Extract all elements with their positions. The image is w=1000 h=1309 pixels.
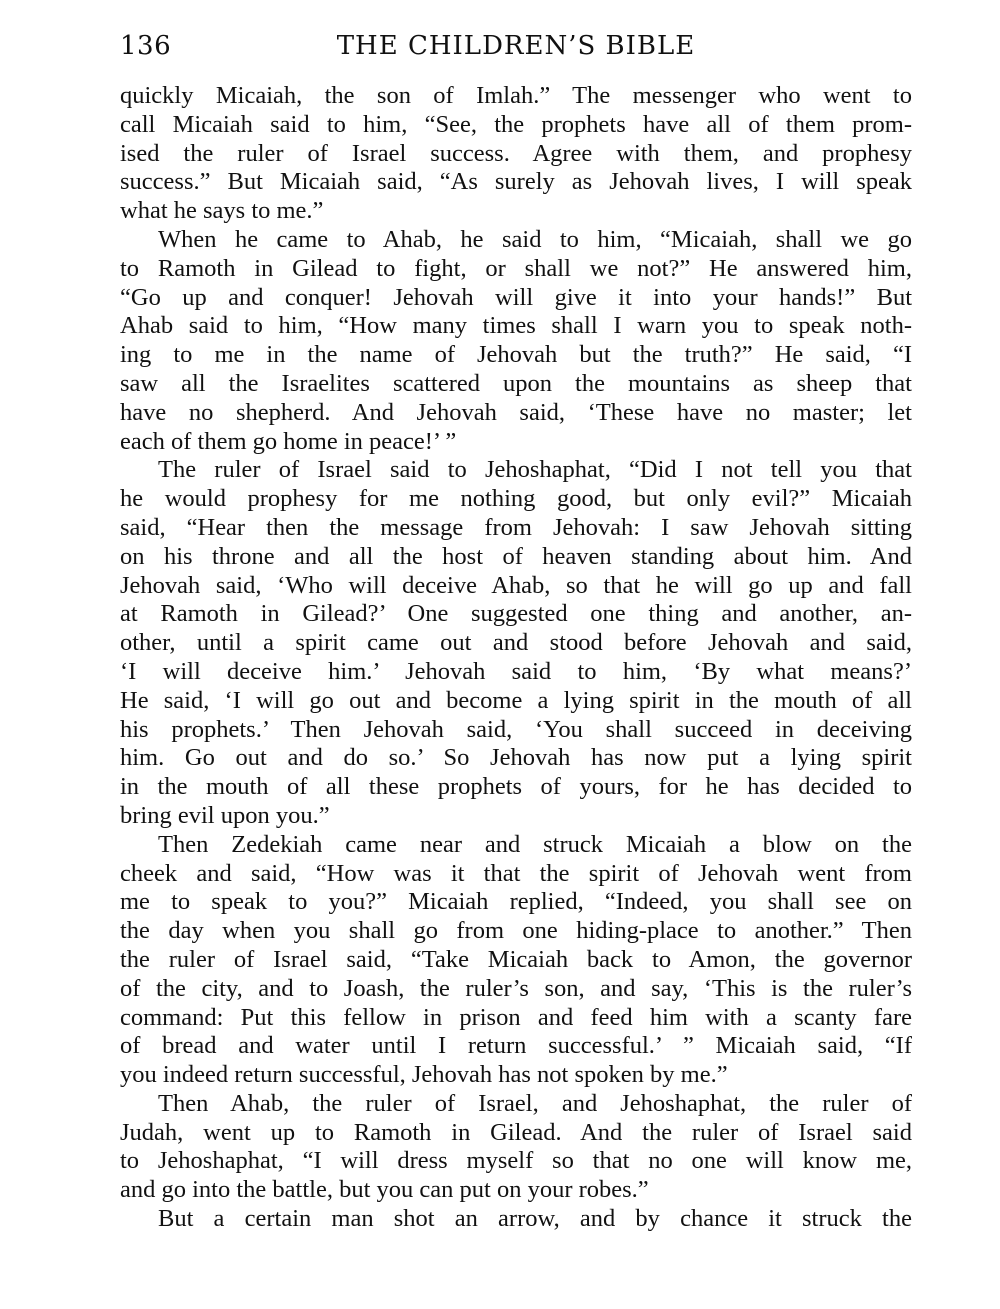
page-header [120,28,912,68]
text-line: success.” But Micaiah said, “As surely as Jehovah lives, I will speak [120,168,912,196]
text-line: The ruler of Israel said to Jehoshaphat, “Did I not tell you that [158,456,912,484]
paragraph [120,226,912,456]
text-line: command: Put this fellow in prison and feed him with a scanty fare [120,1003,912,1031]
text-line: he would prophesy for me nothing good, but only evil?” Micaiah [120,485,912,513]
running-title: THE CHILDREN’S BIBLE [336,31,696,61]
text-line: him. Go out and do so.’ So Jehovah has now put a lying spirit [120,744,912,772]
text-line: call Micaiah said to him, “See, the prophets have all of them prom- [120,110,912,138]
text-line: at Ramoth in Gilead?’ One suggested one thing and another, an- [120,600,912,628]
text-line: ‘I will deceive him.’ Jehovah said to him, ‘By what means?’ [120,657,912,685]
text-line: each of them go home in peace!’ ” [120,427,457,455]
text-line: other, until a spirit came out and stood before Jehovah and said, [120,629,912,657]
text-line: ised the ruler of Israel success. Agree with them, and prophesy [120,139,912,167]
text-line: have no shepherd. And Jehovah said, ‘These have no master; let [120,398,912,426]
text-line: He said, ‘I will go out and become a lying spirit in the mouth of all [120,686,912,714]
text-line: cheek and said, “How was it that the spirit of Jehovah went from [120,859,912,887]
text-line: the day when you shall go from one hiding-place to another.” Then [120,917,912,945]
text-line: of the city, and to Joash, the ruler’s son, and say, ‘This is the ruler’s [120,974,912,1002]
text-line: and go into the battle, but you can put on your robes.” [120,1176,649,1204]
text-line: in the mouth of all these prophets of yours, for he has decided to [120,773,912,801]
text-line: of bread and water until I return successful.’ ” Micaiah said, “If [120,1032,912,1060]
text-line: on his throne and all the host of heaven standing about him. And [120,542,912,570]
text-line: the ruler of Israel said, “Take Micaiah back to Amon, the governor [120,945,912,973]
text-line: his prophets.’ Then Jehovah said, ‘You shall succeed in deceiving [120,715,912,743]
page-number: 136 [120,31,172,61]
paragraph [120,831,912,1090]
text-line: “Go up and conquer! Jehovah will give it into your hands!” But [120,283,912,311]
text-line: bring evil upon you.” [120,801,330,829]
text-line: what he says to me.” [120,197,324,225]
text-line: you indeed return successful, Jehovah has not spoken by me.” [120,1061,728,1089]
text-line: saw all the Israelites scattered upon the mountains as sheep that [120,369,912,397]
text-line: to Jehoshaphat, “I will dress myself so that no one will know me, [120,1147,912,1175]
text-line: quickly Micaiah, the son of Imlah.” The messenger who went to [120,82,912,109]
paragraph [120,82,912,226]
text-line: me to speak to you?” Micaiah replied, “Indeed, you shall see on [120,888,912,916]
text-line: Judah, went up to Ramoth in Gilead. And the ruler of Israel said [120,1118,912,1146]
text-line: When he came to Ahab, he said to him, “Micaiah, shall we go [158,225,912,253]
text-line: ing to me in the name of Jehovah but the truth?” He said, “I [120,341,912,369]
body-text [120,82,912,1234]
text-line: Then Ahab, the ruler of Israel, and Jehoshaphat, the ruler of [158,1089,912,1117]
text-line: Ahab said to him, “How many times shall I warn you to speak noth- [120,312,912,340]
text-line: Then Zedekiah came near and struck Micaiah a blow on the [158,830,912,858]
text-line: But a certain man shot an arrow, and by chance it struck the [158,1205,912,1233]
paragraph [120,456,912,830]
paragraph [120,1205,912,1234]
text-line: Jehovah said, ‘Who will deceive Ahab, so that he will go up and fall [120,571,912,599]
paragraph [120,1090,912,1205]
text-line: to Ramoth in Gilead to fight, or shall we not?” He answered him, [120,254,912,282]
text-line: said, “Hear then the message from Jehovah: I saw Jehovah sitting [120,513,912,541]
